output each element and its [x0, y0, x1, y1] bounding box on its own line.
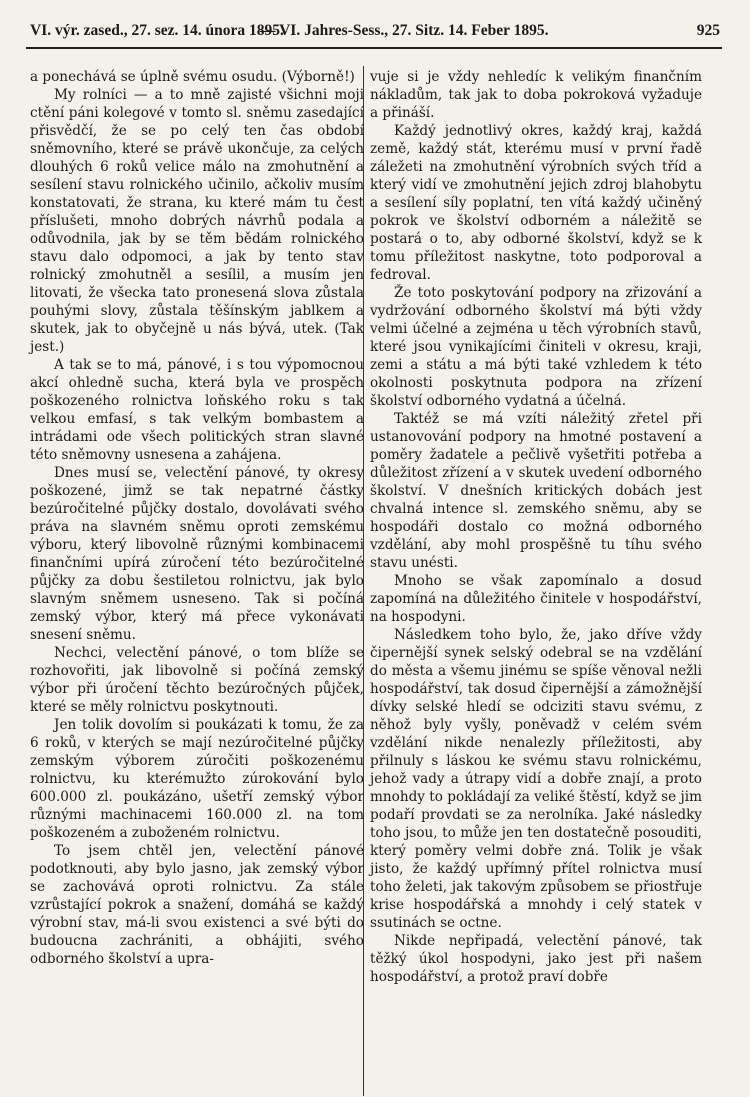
header-czech: VI. výr. zased., 27. sez. 14. února 1895.: [30, 22, 284, 39]
paragraph: My rolníci — a to mně zajisté všichni moji ctění páni kolegové v tomto sl. sněmu zasedající přisvědčí, že se po celý ten čas období sněmovního, které se právě ukončuje, za celých dlouhých 6 roků velice málo na zmohutnění a sesílení stavu rolnického učinilo, ačkoliv musím konstatovati, že strana, ku které mám tu čest příslušeti, mnoho dobrých návrhů podala a odůvodnila, jak by se těm bědám rolnického stavu dalo odpomoci, a jak by tento stav rolnický zmohutněl a sesílil, a musím jen litovati, že všecka tato pronesená slova zůstala pouhými slovy, zůstala těšínským jablkem a skutek, jak to obyčejně u nás bývá, utek. (Tak jest.): [30, 87, 364, 355]
paragraph: Že toto poskytování podpory na zřizování a vydržování odborného školství má býti vždy velmi účelné a zejména u těch výrobních stavů, které jsou vynikajícími činiteli v okresu, kraji, zemi a státu a má býti také vzhledem k této okolnosti poskytnuta podpora na zřízení školství odborného vydatná a účelná.: [370, 285, 702, 409]
paragraph: Mnoho se však zapomínalo a dosud zapomíná na důležitého činitele v hospodářství, na hospodyni.: [370, 573, 702, 625]
paragraph: Následkem toho bylo, že, jako dříve vždy čipernější synek selský odebral se na vzdělání do města a všemu jinému se spíše věnoval nežli hospodářství, tak dosud čipernější a zámožnější dívky selské hledí se odciziti stavu svému, z něhož byly vyšly, poněvadž v celém svém vzdělání nikde nenalezly příležitosti, aby přilnuly s láskou ke svému stavu rolnickému, jehož vady a útrapy vidí a dobře znají, a proto mnohdy to pokládají za veliké štěstí, když se jim podaří provdati se za nerolníka. Jaké následky toho jsou, to může jen ten dostatečně posouditi, který poměry velmi dobře zná. Tolik je však jisto, že každý upřímný přítel rolnictva musí toho želeti, jak takovým způsobem se přiostřuje krise hospodářská a mnohdy i celý statek v ssutinách se octne.: [370, 627, 702, 931]
paragraph: Nikde nepřipadá, velectění pánové, tak těžký úkol hospodyni, jako jest při našem hospodářství, a protož praví dobře: [370, 933, 702, 985]
paragraph: Jen tolik dovolím si poukázati k tomu, že za 6 roků, v kterých se mají nezúročitelné půjčky zemským výborem zúročiti poškozenému rolnictvu, ku kterémužto zúrokování bylo 600.000 zl. poukázáno, ušetří zemský výbor různými machinacemi 160.000 zl. na tom poškozeném a zuboženém rolnictvu.: [30, 717, 364, 841]
page-number: 925: [696, 22, 720, 39]
running-header: [30, 22, 720, 48]
paragraph: Nechci, velectění pánové, o tom blíže se rozhovořiti, jak libovolně si počíná zemský výbor při úročení těchto bezúročných půjček, které se měly rolnictvu poskytnouti.: [30, 645, 364, 715]
paragraph: Taktéž se má vzíti náležitý zřetel při ustanovování podpory na hmotné postavení a poměry žadatele a pečlivě vyšetřiti potřeba a důležitost zřízení a v skutek uvedení odborného školství. V dnešních kritických dobách jest chvalná intence sl. zemského sněmu, aby se hospodáři dostalo co možná odborného vzdělání, aby mohl prospěšně tu tíhu svého stavu unésti.: [370, 411, 702, 571]
header-rule: [26, 47, 722, 49]
paragraph: Každý jednotlivý okres, každý kraj, každá země, každý stát, kterému musí v první řadě záležeti na zmohutnění výrobních svých tříd a který vidí ve zmohutnění jejich zdroj blahobytu a sesílení síly poplatní, ten vítá každý učiněný pokrok ve školství odborném a náležitě se postará o to, aby odborné školství, když se k tomu příležitost naskytne, toto podporoval a fedroval.: [370, 123, 702, 283]
paragraph: vuje si je vždy nehledíc k velikým finančním nákladům, tak jak to doba pokroková vyžaduje a přináší.: [370, 69, 702, 121]
paragraph: Dnes musí se, velectění pánové, ty okresy poškozené, jimž se tak nepatrné částky bezúročitelné půjčky dostalo, dovolávati svého práva na slavném sněmu oproti zemskému výboru, který libovolně různými kombinacemi finančními upírá zúročení této bezúročitelné půjčky za dobu šestiletou rolnictvu, jak bylo slavným sněmem usneseno. Tak si počíná zemský výbor, který má přece vykonávati snesení sněmu.: [30, 465, 364, 643]
paragraph: a ponechává se úplně svému osudu. (Výborně!): [30, 69, 355, 85]
left-column: [30, 68, 364, 968]
header-german: — VI. Jahres-Sess., 27. Sitz. 14. Feber 1895.: [260, 22, 549, 39]
paragraph: To jsem chtěl jen, velectění pánové podotknouti, aby bylo jasno, jak zemský výbor se zachovává oproti rolnictvu. Za stále vzrůstající pokrok a snažení, domáhá se každý výrobní stav, má-li svou existenci a své býti do budoucna zachrániti, a obhájiti, svého odborného školství a upra-: [30, 843, 364, 967]
paragraph: A tak se to má, pánové, i s tou výpomocnou akcí ohledně sucha, která byla ve prospěch poškozeného rolnictva loňského roku s tak velkou emfasí, s tak velkým bombastem a intrádami ode všech politických stran slavné této sněmovny usnesena a zahájena.: [30, 357, 364, 463]
right-column: [370, 68, 702, 986]
